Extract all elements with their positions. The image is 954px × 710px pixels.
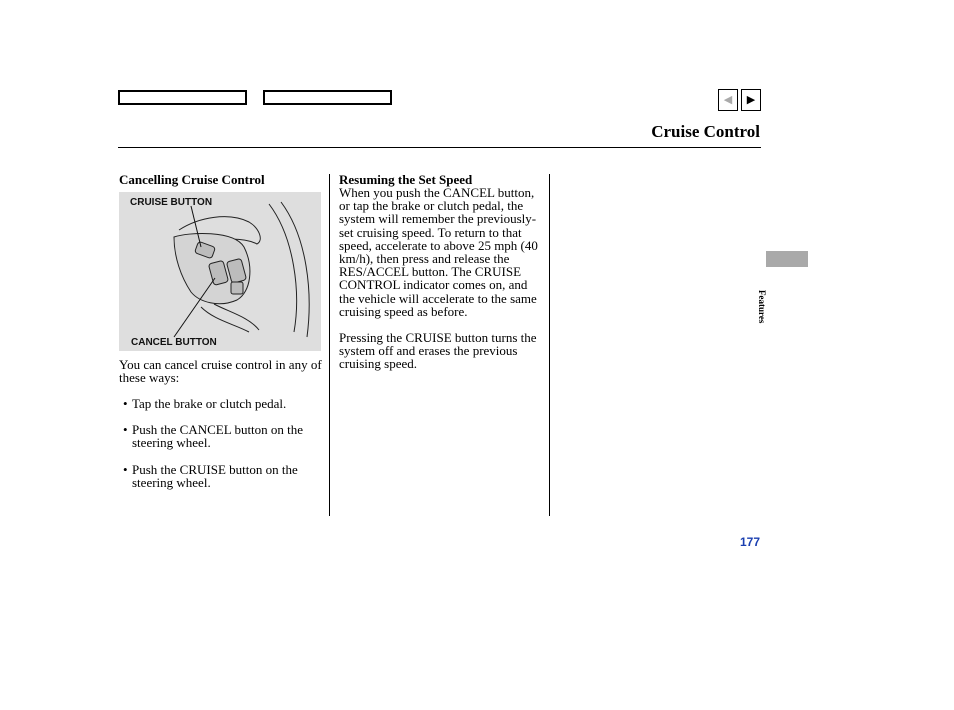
main-menu-button[interactable] xyxy=(118,90,247,105)
bullet-icon: • xyxy=(123,461,128,477)
list-item xyxy=(119,423,324,449)
section-tab-label xyxy=(757,290,767,323)
bullet-icon: • xyxy=(123,396,128,411)
steering-wheel-drawing xyxy=(119,192,321,351)
cancel-methods-list xyxy=(119,397,324,502)
steering-wheel-illustration xyxy=(119,192,321,351)
section-heading-resuming: Resuming the Set Speed xyxy=(339,172,473,187)
column-divider xyxy=(329,174,330,516)
section-heading-cancelling: Cancelling Cruise Control xyxy=(119,172,265,187)
resuming-paragraph: When you push the CANCEL button, or tap the brake or clutch pedal, the system will remember the previously-set cruising speed. To return to that speed, accelerate to above 25 mph (40 km/h), then press and release the RES/ACCEL button. The CRUISE CONTROL indicator comes on, and the vehicle will accelerate to the same cruising speed as before. xyxy=(339,185,538,319)
list-item-text: Push the CRUISE button on the steering wheel. xyxy=(132,461,298,490)
cruise-button-callout: CRUISE BUTTON xyxy=(130,197,213,208)
next-page-arrow-icon[interactable]: ▶ xyxy=(741,89,761,111)
list-item xyxy=(119,397,324,410)
list-item-text: Push the CANCEL button on the steering wheel. xyxy=(132,422,304,451)
cancel-button-callout: CANCEL BUTTON xyxy=(131,337,217,348)
title-divider xyxy=(118,147,761,148)
cancel-intro-text: You can cancel cruise control in any of these ways: xyxy=(119,357,322,386)
previous-page-arrow-icon[interactable]: ◀ xyxy=(718,89,738,111)
resuming-text-block xyxy=(339,186,544,371)
cruise-off-paragraph: Pressing the CRUISE button turns the system off and erases the previous cruising speed. xyxy=(339,330,537,372)
list-item-text: Tap the brake or clutch pedal. xyxy=(132,396,287,411)
bullet-icon: • xyxy=(123,422,128,438)
column-divider xyxy=(549,174,550,516)
list-item xyxy=(119,463,324,489)
section-tab-marker[interactable] xyxy=(766,251,808,267)
index-button[interactable] xyxy=(263,90,392,105)
section-tab-label-text: Features xyxy=(757,290,767,324)
page-number: 177 xyxy=(739,535,760,549)
page-title: Cruise Control xyxy=(651,122,760,141)
